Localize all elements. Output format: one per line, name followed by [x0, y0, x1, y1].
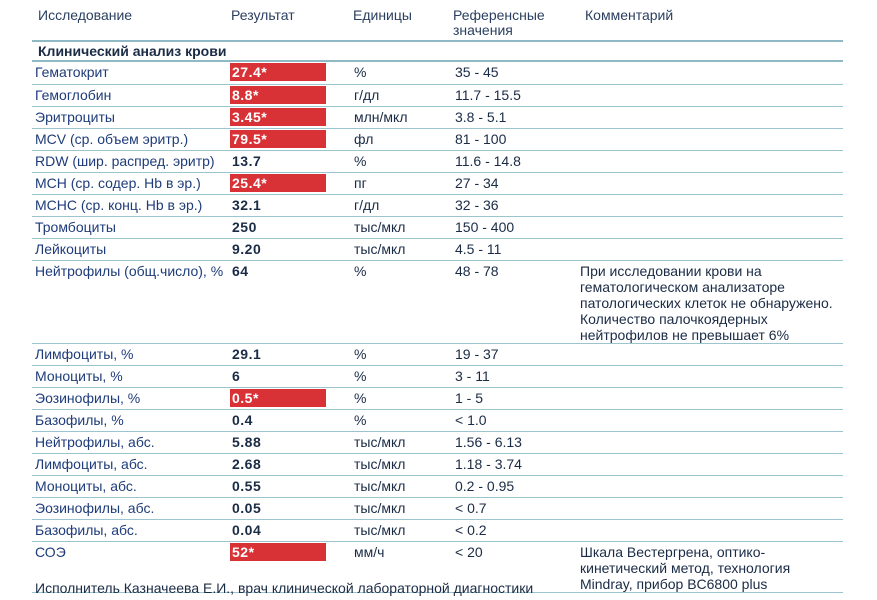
reference-range	[453, 106, 580, 128]
unit	[352, 431, 453, 453]
unit	[352, 387, 453, 409]
test-name: MCHC (ср. конц. Hb в эр.)	[32, 194, 230, 216]
table-row	[32, 172, 843, 194]
unit	[352, 194, 453, 216]
comment	[580, 238, 843, 260]
table-row	[32, 128, 843, 150]
unit-text: тыс/мкл	[354, 218, 406, 235]
reference-range	[453, 365, 580, 387]
unit	[352, 84, 453, 106]
result-value: 250	[232, 218, 257, 235]
table-row	[32, 519, 843, 541]
comment	[580, 62, 843, 84]
result-value: 2.68	[232, 455, 262, 472]
reference-range	[453, 497, 580, 519]
result-cell	[230, 172, 352, 194]
test-name: Эритроциты	[32, 106, 230, 128]
test-name: RDW (шир. распред. эритр)	[32, 150, 230, 172]
reference-range	[453, 343, 580, 365]
header-divider	[32, 40, 843, 42]
reference-range	[453, 260, 580, 343]
unit	[352, 260, 453, 343]
comment	[580, 519, 843, 541]
table-row	[32, 409, 843, 431]
table-row	[32, 343, 843, 365]
comment	[580, 409, 843, 431]
unit	[352, 238, 453, 260]
result-cell	[230, 343, 352, 365]
test-name: Базофилы, %	[32, 409, 230, 431]
table-row	[32, 260, 843, 343]
test-name: Моноциты, %	[32, 365, 230, 387]
table-row	[32, 84, 843, 106]
table-row	[32, 62, 843, 84]
comment	[580, 453, 843, 475]
test-name: Эозинофилы, %	[32, 387, 230, 409]
table-row	[32, 216, 843, 238]
result-cell	[230, 365, 352, 387]
result-cell	[230, 150, 352, 172]
unit-text: тыс/мкл	[354, 477, 406, 494]
comment	[580, 365, 843, 387]
result-cell	[230, 194, 352, 216]
comment: Шкала Вестергрена, оптико-кинетический метод, технология Mindray, прибор BC6800 plus	[580, 541, 843, 592]
reference-text: 3.8 - 5.1	[455, 108, 507, 125]
comment	[580, 84, 843, 106]
unit-text: фл	[354, 130, 374, 147]
unit-text: %	[354, 367, 367, 384]
reference-range	[453, 431, 580, 453]
table-row	[32, 497, 843, 519]
result-cell	[230, 519, 352, 541]
test-name: Лимфоциты, абс.	[32, 453, 230, 475]
unit-text: г/дл	[354, 196, 380, 213]
unit	[352, 150, 453, 172]
unit	[352, 62, 453, 84]
header-reference-line1: Референсные	[453, 7, 545, 23]
reference-text: 81 - 100	[455, 130, 507, 147]
unit	[352, 453, 453, 475]
comment	[580, 106, 843, 128]
comment	[580, 150, 843, 172]
result-value: 0.05	[232, 499, 262, 516]
reference-text: 19 - 37	[455, 345, 499, 362]
test-name: Тромбоциты	[32, 216, 230, 238]
reference-text: 3 - 11	[455, 367, 490, 384]
comment	[580, 431, 843, 453]
unit-text: пг	[354, 174, 367, 191]
result-value: 64	[232, 262, 249, 279]
test-name: Гематокрит	[32, 62, 230, 84]
result-cell	[230, 453, 352, 475]
table-row	[32, 431, 843, 453]
unit-text: тыс/мкл	[354, 455, 406, 472]
unit-text: тыс/мкл	[354, 433, 406, 450]
table-row	[32, 365, 843, 387]
reference-range	[453, 475, 580, 497]
result-cell	[230, 238, 352, 260]
unit	[352, 172, 453, 194]
header-result: Результат	[231, 7, 295, 23]
unit-text: %	[354, 389, 367, 406]
test-name: Гемоглобин	[32, 84, 230, 106]
reference-text: 11.7 - 15.5	[455, 86, 521, 103]
unit	[352, 216, 453, 238]
result-value-abnormal: 8.8*	[230, 86, 326, 104]
result-value-abnormal: 79.5*	[230, 130, 326, 148]
comment	[580, 343, 843, 365]
result-cell	[230, 84, 352, 106]
result-value: 32.1	[232, 196, 262, 213]
table-row	[32, 106, 843, 128]
result-cell	[230, 475, 352, 497]
reference-range	[453, 172, 580, 194]
unit-text: %	[354, 411, 367, 428]
reference-text: < 1.0	[455, 411, 487, 428]
reference-text: 32 - 36	[455, 196, 499, 213]
header-reference-line2: значения	[453, 22, 513, 38]
table-row	[32, 453, 843, 475]
table-row	[32, 150, 843, 172]
result-value: 9.20	[232, 240, 262, 257]
result-value: 13.7	[232, 152, 262, 169]
test-name: Нейтрофилы (общ.число), %	[32, 260, 230, 343]
result-value: 0.55	[232, 477, 262, 494]
reference-range	[453, 409, 580, 431]
result-value-abnormal: 27.4*	[230, 63, 326, 81]
section-title: Клинический анализ крови	[38, 43, 227, 59]
reference-range	[453, 62, 580, 84]
reference-text: 1.56 - 6.13	[455, 433, 522, 450]
test-name: Базофилы, абс.	[32, 519, 230, 541]
result-cell	[230, 128, 352, 150]
result-value: 5.88	[232, 433, 262, 450]
unit-text: г/дл	[354, 86, 380, 103]
reference-text: 48 - 78	[455, 262, 499, 279]
result-cell	[230, 431, 352, 453]
unit	[352, 497, 453, 519]
reference-text: 11.6 - 14.8	[455, 152, 521, 169]
results-table	[32, 62, 843, 593]
reference-text: 1 - 5	[455, 389, 484, 406]
unit-text: тыс/мкл	[354, 240, 406, 257]
result-value: 0.04	[232, 521, 262, 538]
unit-text: %	[354, 262, 367, 279]
test-name: СОЭ	[32, 541, 230, 592]
test-name: Эозинофилы, абс.	[32, 497, 230, 519]
comment	[580, 475, 843, 497]
reference-text: 150 - 400	[455, 218, 515, 235]
reference-range	[453, 519, 580, 541]
test-name: Лейкоциты	[32, 238, 230, 260]
reference-range	[453, 128, 580, 150]
unit	[352, 343, 453, 365]
result-value: 0.4	[232, 411, 253, 428]
unit	[352, 475, 453, 497]
reference-range	[453, 150, 580, 172]
unit-text: мм/ч	[354, 543, 385, 560]
header-comment: Комментарий	[585, 7, 674, 23]
reference-text: 0.2 - 0.95	[455, 477, 515, 494]
header-reference	[453, 8, 545, 38]
unit-text: %	[354, 152, 367, 169]
comment	[580, 128, 843, 150]
header-units: Единицы	[353, 7, 412, 23]
unit-text: млн/мкл	[354, 108, 408, 125]
reference-text: < 20	[455, 543, 483, 560]
reference-range	[453, 84, 580, 106]
result-value-abnormal: 0.5*	[230, 389, 326, 407]
reference-range	[453, 238, 580, 260]
comment	[580, 172, 843, 194]
footer-signature: Исполнитель Казначеева Е.И., врач клинической лабораторной диагностики	[35, 580, 534, 596]
table-row	[32, 238, 843, 260]
test-name: Лимфоциты, %	[32, 343, 230, 365]
test-name: MCH (ср. содер. Hb в эр.)	[32, 172, 230, 194]
unit	[352, 128, 453, 150]
reference-text: 27 - 34	[455, 174, 499, 191]
reference-range	[453, 387, 580, 409]
reference-text: 1.18 - 3.74	[455, 455, 522, 472]
result-value-abnormal: 52*	[230, 543, 326, 561]
table-row	[32, 194, 843, 216]
reference-range	[453, 194, 580, 216]
result-cell	[230, 260, 352, 343]
reference-range	[453, 453, 580, 475]
test-name: Моноциты, абс.	[32, 475, 230, 497]
unit	[352, 519, 453, 541]
result-cell	[230, 106, 352, 128]
table-row	[32, 387, 843, 409]
reference-text: < 0.7	[455, 499, 487, 516]
unit-text: тыс/мкл	[354, 521, 406, 538]
unit-text: тыс/мкл	[354, 499, 406, 516]
reference-range	[453, 216, 580, 238]
result-cell	[230, 62, 352, 84]
comment: При исследовании крови на гематологическом анализаторе патологических клеток не обнаружено. Количество палочкоядерных нейтрофилов не превышает 6%	[580, 260, 843, 343]
result-cell	[230, 497, 352, 519]
header-test: Исследование	[38, 7, 133, 23]
comment	[580, 387, 843, 409]
test-name: Нейтрофилы, абс.	[32, 431, 230, 453]
result-value-abnormal: 3.45*	[230, 108, 326, 126]
result-cell	[230, 409, 352, 431]
unit-text: %	[354, 64, 367, 80]
comment	[580, 216, 843, 238]
comment	[580, 194, 843, 216]
comment	[580, 497, 843, 519]
result-cell	[230, 387, 352, 409]
result-cell	[230, 216, 352, 238]
table-row	[32, 475, 843, 497]
unit	[352, 365, 453, 387]
test-name: MCV (ср. объем эритр.)	[32, 128, 230, 150]
reference-text: < 0.2	[455, 521, 487, 538]
unit	[352, 106, 453, 128]
unit-text: %	[354, 345, 367, 362]
result-value-abnormal: 25.4*	[230, 174, 326, 192]
unit	[352, 409, 453, 431]
result-value: 29.1	[232, 345, 262, 362]
reference-text: 4.5 - 11	[455, 240, 502, 257]
result-value: 6	[232, 367, 241, 384]
reference-text: 35 - 45	[455, 64, 499, 80]
